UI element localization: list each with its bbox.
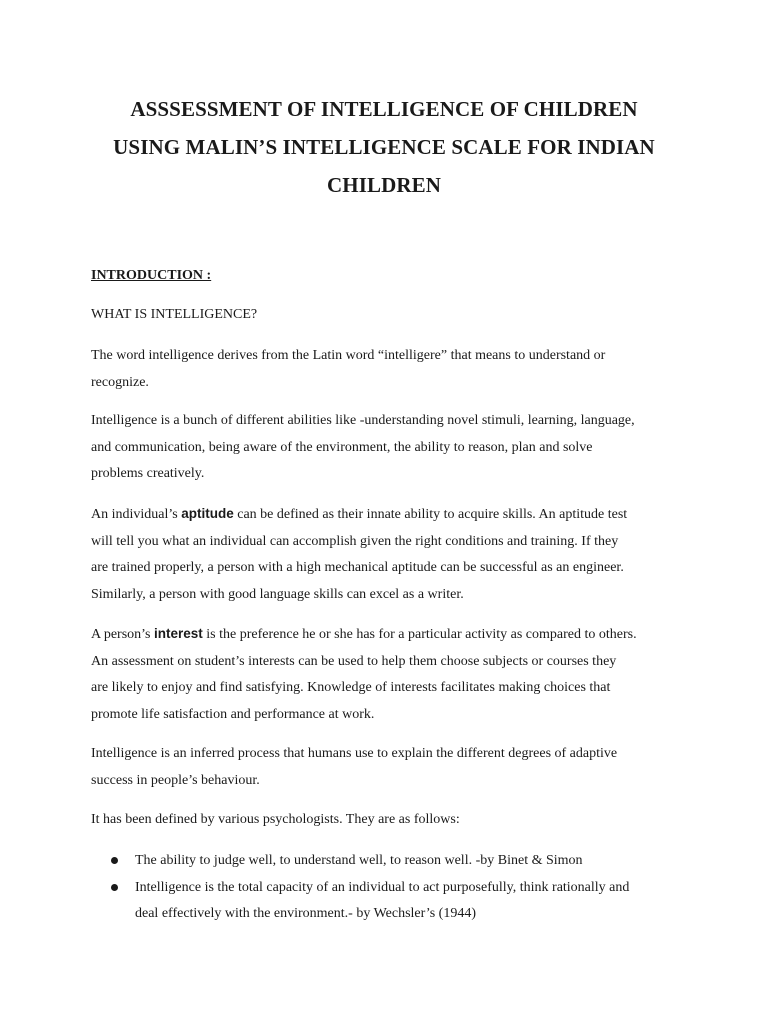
text-line (91, 621, 691, 649)
text-run: can be defined as their innate ability to acquire skills. An aptitude test (233, 507, 628, 522)
text-line: and communication, being aware of the environment, the ability to reason, plan and solve (91, 439, 593, 455)
term-interest: interest (154, 626, 203, 641)
what-is-intelligence-heading: WHAT IS INTELLIGENCE? (91, 307, 258, 322)
text-line: The ability to judge well, to understand well, to reason well. -by Binet & Simon (135, 853, 583, 868)
paragraph-aptitude (91, 501, 691, 608)
title-line-1: ASSSESSMENT OF INTELLIGENCE OF CHILDREN (130, 97, 638, 121)
text-line: Intelligence is a bunch of different abilities like -understanding novel stimuli, learning, language, (91, 413, 635, 428)
text-line: recognize. (91, 374, 149, 390)
title-line-2: USING MALIN’S INTELLIGENCE SCALE FOR INDIAN (113, 135, 655, 159)
document-title (60, 90, 708, 204)
text-line: Similarly, a person with good language skills can excel as a writer. (91, 586, 464, 602)
title-line-3: CHILDREN (327, 173, 441, 197)
text-run: An individual’s (91, 507, 182, 522)
text-line: problems creatively. (91, 466, 205, 481)
text-line: It has been defined by various psychologists. They are as follows: (91, 812, 460, 827)
term-aptitude: aptitude (181, 506, 234, 521)
text-line: promote life satisfaction and performance at work. (91, 706, 375, 722)
text-line: Intelligence is the total capacity of an individual to act purposefully, think rationally and (135, 879, 630, 895)
text-line: are likely to enjoy and find satisfying. Knowledge of interests facilitates making choices that (91, 680, 611, 695)
text-line (91, 501, 691, 529)
paragraph-abilities (91, 408, 691, 488)
text-line: deal effectively with the environment.- by Wechsler’s (1944) (135, 906, 476, 921)
paragraph-definitions-intro (91, 807, 691, 834)
text-run: is the preference he or she has for a particular activity as compared to others. (202, 627, 637, 642)
paragraph-etymology (91, 343, 691, 396)
bullet-icon (111, 884, 118, 891)
text-line: are trained properly, a person with a high mechanical aptitude can be successful as an engineer. (91, 560, 624, 575)
definitions-list (91, 848, 691, 928)
text-line: An assessment on student’s interests can be used to help them choose subjects or courses they (91, 653, 617, 669)
text-line: Intelligence is an inferred process that humans use to explain the different degrees of adaptive (91, 746, 618, 761)
text-run: A person’s (91, 627, 154, 642)
text-line: The word intelligence derives from the Latin word “intelligere” that means to understand or (91, 348, 606, 363)
text-line: will tell you what an individual can accomplish given the right conditions and training. If they (91, 533, 619, 549)
list-item (91, 875, 691, 928)
paragraph-interest (91, 621, 691, 728)
introduction-heading: INTRODUCTION : (91, 268, 212, 283)
text-line: success in people’s behaviour. (91, 772, 260, 788)
paragraph-inferred-process (91, 741, 691, 794)
list-item (91, 848, 691, 875)
bullet-icon (111, 857, 118, 864)
